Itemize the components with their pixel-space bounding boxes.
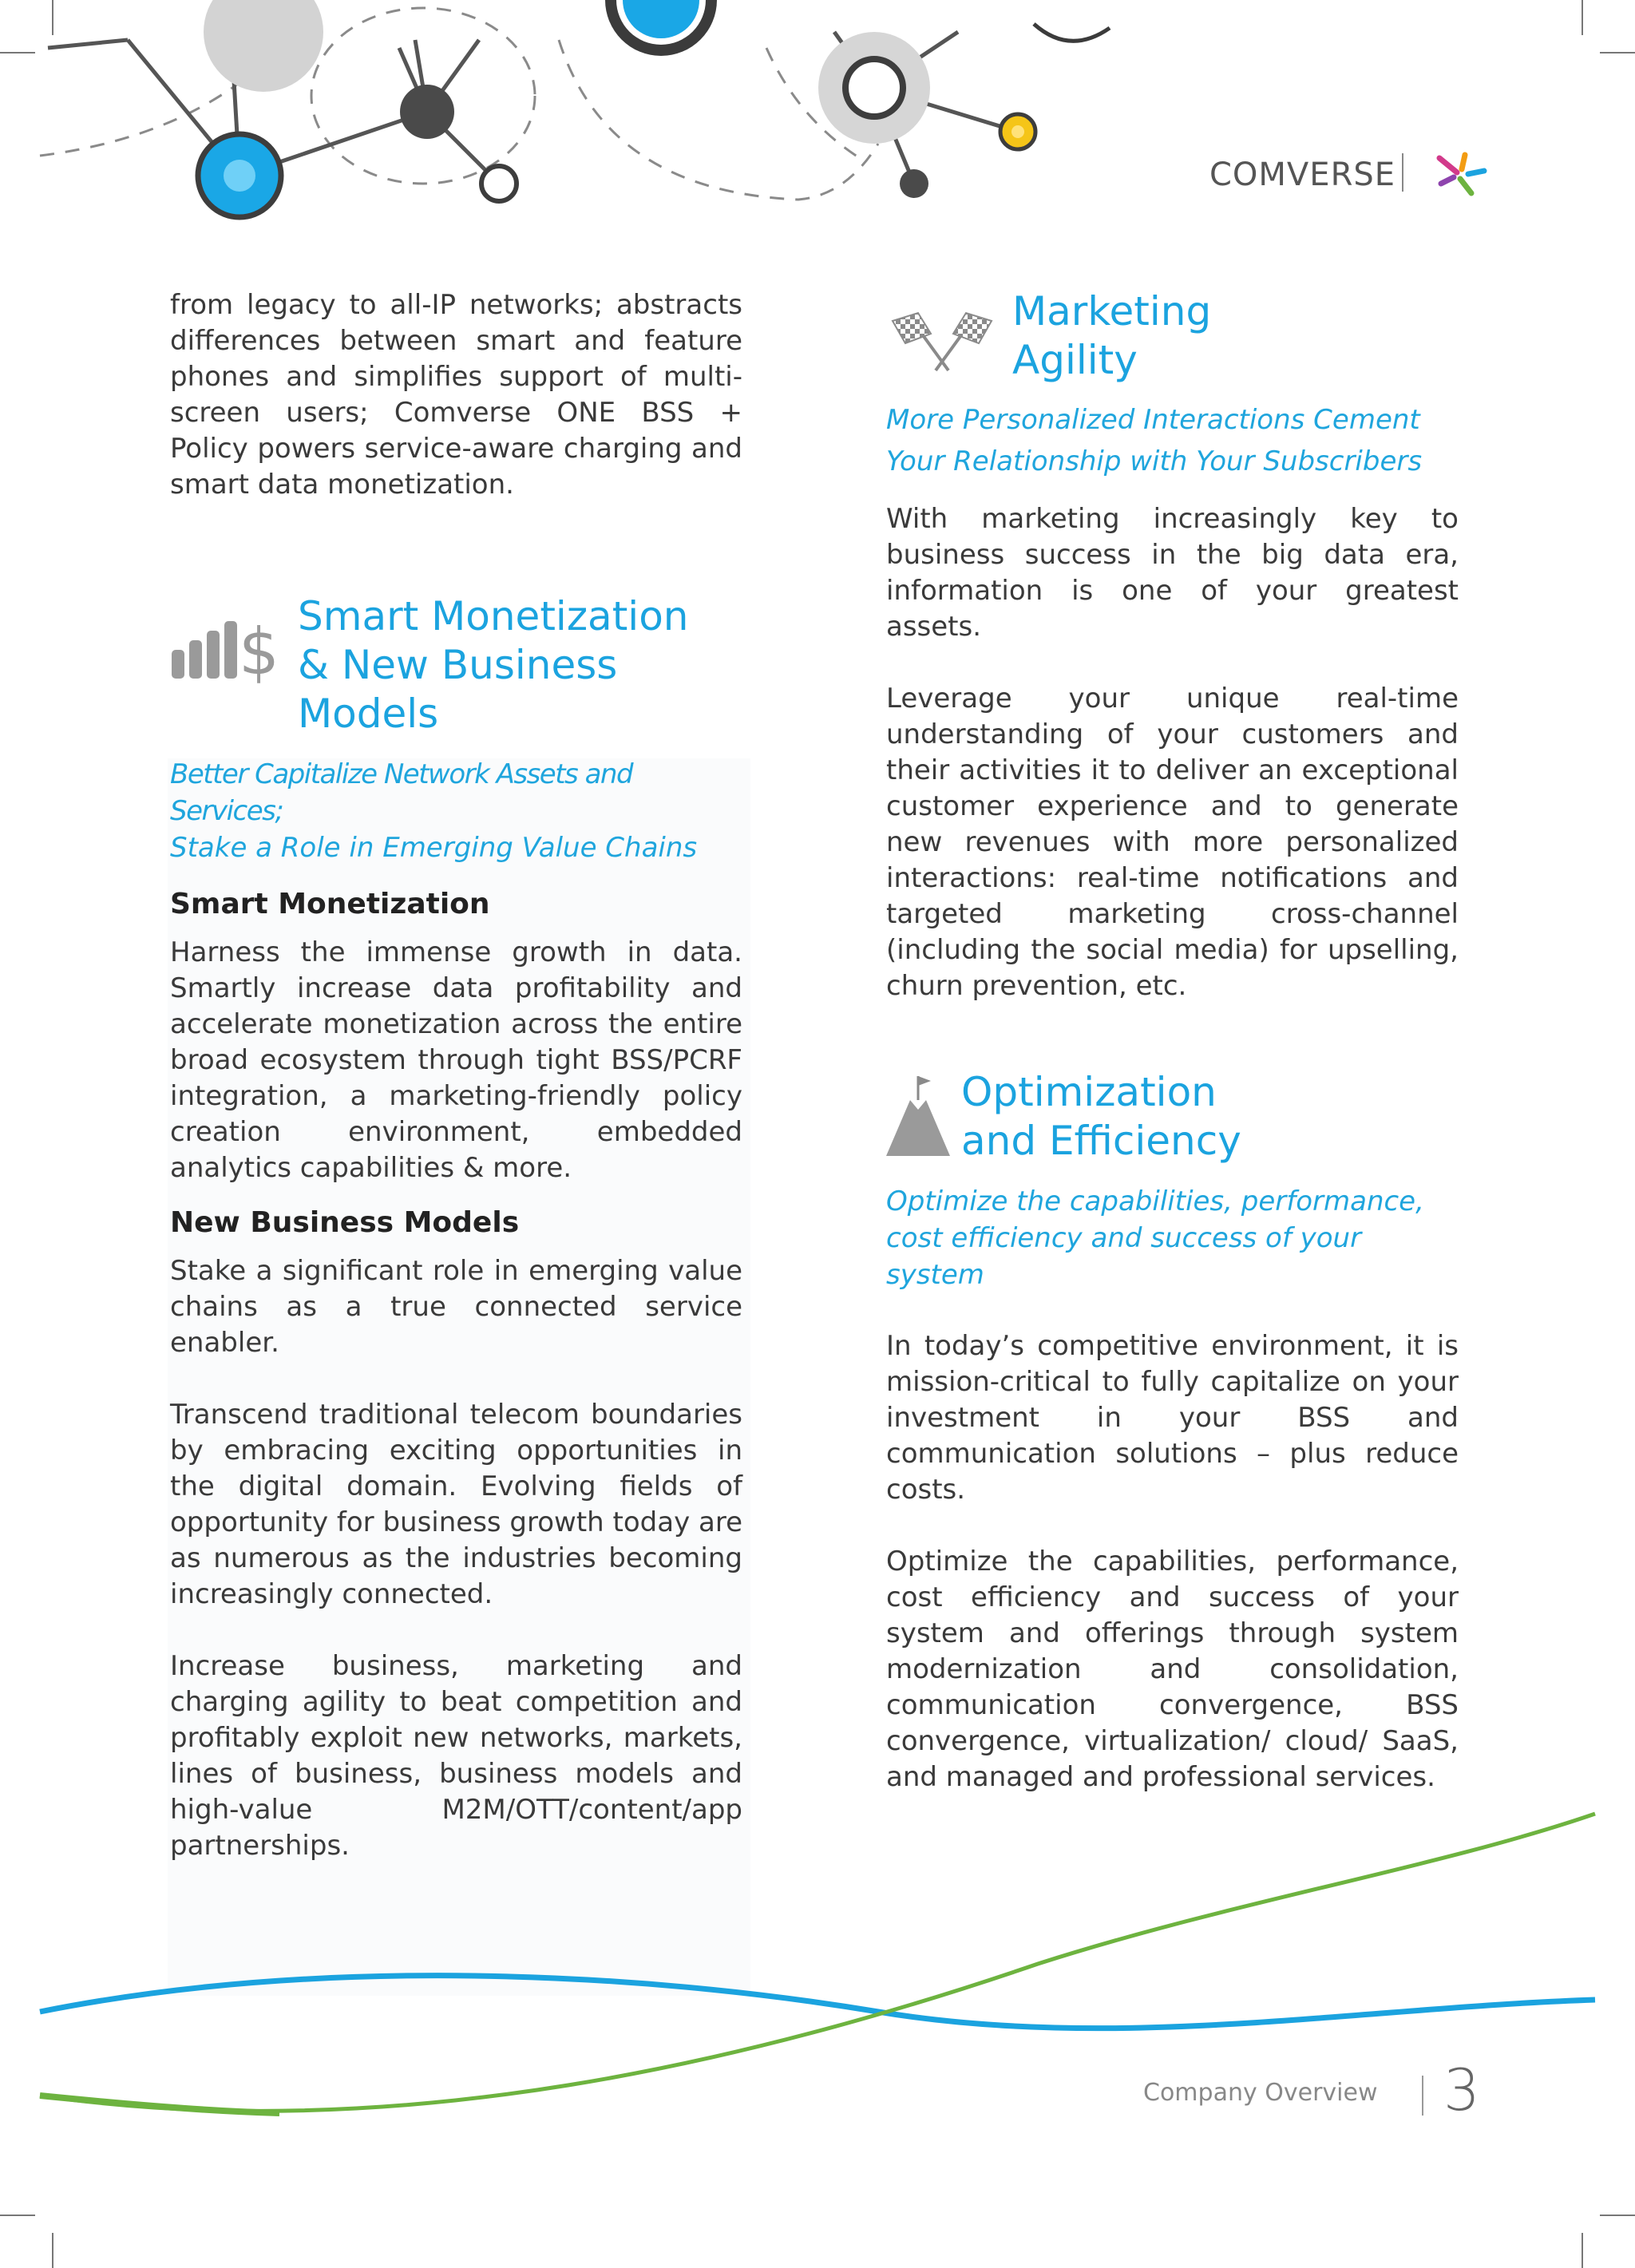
blue-wave — [40, 1976, 1595, 2029]
right-column — [886, 287, 1459, 1831]
svg-text:$: $ — [239, 615, 279, 688]
dashed-orbits — [40, 8, 878, 200]
tagline-line2: Stake a Role in Emerging Value Chains — [170, 832, 698, 864]
smart-monetization-text: Harness the immense growth in data. Smartly increase data profitability and accelerate monetization across the entire broad ecosystem through tight BSS/PCRF integration, a marketing-friendly policy creation environment, embedded analytics capabilities & more. — [170, 936, 742, 1184]
section-title-line2: & New Business Models — [298, 642, 618, 737]
optimization-paragraph-2: Optimize the capabilities, performance, cost efficiency and success of your system and offerings through system modernization and consolidation, communication convergence, BSS convergence, virtualization/ cloud/ SaaS, and managed and professional services. — [886, 1546, 1459, 1793]
nbm-paragraph-1: Stake a significant role in emerging value chains as a true connected service enabler. — [170, 1255, 742, 1359]
footer-label: Company Overview — [1143, 2079, 1378, 2107]
brand-name: COMVERSE — [1209, 156, 1396, 193]
nbm-paragraph-2: Transcend traditional telecom boundaries by embracing exciting opportunities in the digital domain. Evolving fields of opportunity for business growth today are as numerous as the industries becoming increasingly connected. — [170, 1399, 743, 1610]
page-number: 3 — [1443, 2056, 1480, 2124]
checkered-flags-icon — [886, 310, 998, 374]
optimization-heading — [886, 1068, 1459, 1166]
optimization-tagline: Optimize the capabilities, performance, cost efficiency and success of your system — [886, 1185, 1424, 1291]
mountain-flag-icon — [886, 1073, 950, 1158]
nbm-paragraph-3: Increase business, marketing and charging agility to beat competition and profitably exploit new networks, markets, lines of business, business models and high-value M2M/OTT/content/app partnerships. — [170, 1650, 742, 1862]
new-business-models-subheading: New Business Models — [170, 1206, 520, 1239]
smart-monetization-subheading: Smart Monetization — [170, 888, 490, 920]
marketing-paragraph-2: Leverage your unique real-time understanding of your customers and their activities it to deliver an exceptional customer experience and to generate new revenues with more personalized interactions: real-time notifications and targeted marketing cross-channel (including the social media) for upselling, churn prevention, etc. — [886, 683, 1459, 1002]
smart-monetization-heading — [170, 592, 742, 738]
comverse-logo-icon — [1433, 150, 1489, 198]
marketing-title-line2: Agility — [1012, 337, 1138, 383]
marketing-tagline: More Personalized Interactions Cement Your Relationship with Your Subscribers — [886, 404, 1423, 477]
bar-chart-dollar-icon — [170, 608, 282, 688]
optimization-title-line2: and Efficiency — [961, 1118, 1241, 1164]
section-title-line1: Smart Monetization — [298, 593, 689, 639]
section-tagline — [170, 756, 742, 866]
marketing-title-line1: Marketing — [1012, 288, 1212, 334]
marketing-agility-heading — [886, 287, 1459, 385]
marketing-paragraph-1: With marketing increasingly key to business success in the big data era, information is one of your greatest assets. — [886, 503, 1459, 643]
tagline-line1: Better Capitalize Network Assets and Services; — [170, 758, 633, 827]
optimization-paragraph-1: In today’s competitive environment, it is mission-critical to fully capitalize on your investment in your BSS and communication solutions – plus reduce costs. — [886, 1330, 1459, 1506]
left-column — [170, 287, 742, 1900]
optimization-title-line1: Optimization — [961, 1069, 1217, 1115]
network-nodes — [198, 0, 1110, 217]
intro-paragraph: from legacy to all-IP networks; abstracts differences between smart and feature phones and simplifies support of multi-screen users; Comverse ONE BSS + Policy powers service-aware charging and smart data monetization. — [170, 289, 742, 501]
